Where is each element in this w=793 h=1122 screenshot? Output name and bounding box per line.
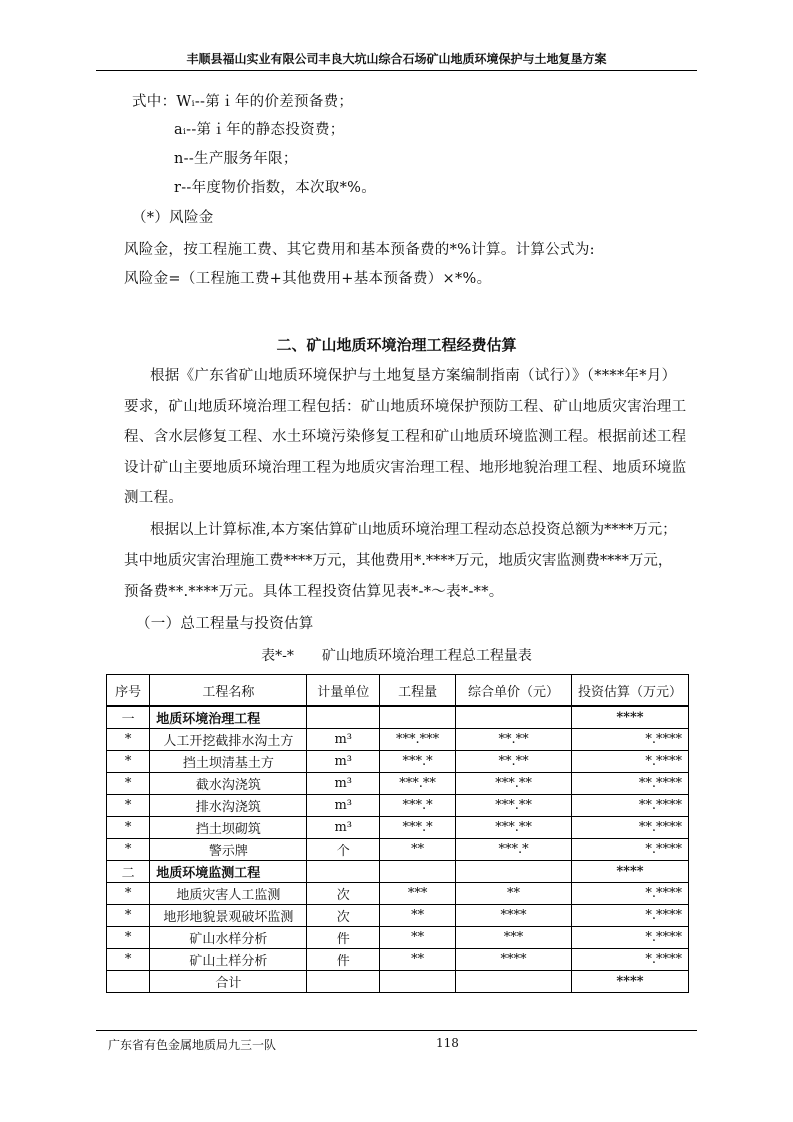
- cell-quantity: ***.*: [380, 751, 456, 773]
- table-caption: 表*-* 矿山地质环境治理工程总工程量表: [261, 648, 532, 664]
- cell-quantity: ***.**: [380, 773, 456, 795]
- risk-line-1: 风险金，按工程施工费、其它费用和基本预备费的*%计算。计算公式为:: [124, 242, 595, 258]
- col-header-unit-price: 综合单价（元）: [456, 675, 572, 707]
- paragraph2-line: 其中地质灾害治理施工费****万元，其他费用*.****万元，地质灾害监测费****万元，: [124, 553, 673, 569]
- cell-investment: ****: [571, 706, 688, 729]
- cell-unit-price: [456, 861, 572, 883]
- cell-investment: **.****: [571, 795, 688, 817]
- cell-unit: [307, 861, 380, 883]
- formula-note-a: aᵢ--第ｉ年的静态投资费；: [174, 122, 345, 138]
- cell-unit-price: **.**: [456, 729, 572, 751]
- cell-quantity: [380, 971, 456, 993]
- cell-unit: m³: [307, 751, 380, 773]
- cell-name: 排水沟浇筑: [150, 795, 307, 817]
- col-header-index: 序号: [107, 675, 150, 707]
- cell-unit: 个: [307, 839, 380, 861]
- cell-unit: [307, 971, 380, 993]
- cell-quantity: ***.***: [380, 729, 456, 751]
- formula-note-n: n--生产服务年限；: [174, 151, 298, 167]
- cell-investment: *.****: [571, 751, 688, 773]
- cell-name: 截水沟浇筑: [150, 773, 307, 795]
- col-header-unit: 计量单位: [307, 675, 380, 707]
- formula-note-r: r--年度物价指数，本次取*%。: [174, 180, 377, 196]
- cell-investment: *.****: [571, 729, 688, 751]
- table-row: [107, 795, 689, 817]
- col-header-investment: 投资估算（万元）: [571, 675, 688, 707]
- cell-unit: 件: [307, 927, 380, 949]
- table-row: [107, 883, 689, 905]
- table-row: [107, 729, 689, 751]
- engineering-quantity-table: [106, 674, 689, 993]
- cell-investment: **.****: [571, 773, 688, 795]
- paragraph1-line: 要求，矿山地质环境治理工程包括：矿山地质环境保护预防工程、矿山地质灾害治理工: [124, 399, 687, 415]
- cell-unit-price: [456, 706, 572, 729]
- table-header-row: [107, 675, 689, 707]
- paragraph1-line: 根据《广东省矿山地质环境保护与土地复垦方案编制指南（试行）》（****年*月）: [150, 368, 677, 384]
- cell-index: *: [107, 795, 150, 817]
- cell-index: *: [107, 949, 150, 971]
- cell-unit: m³: [307, 795, 380, 817]
- cell-quantity: ***.*: [380, 817, 456, 839]
- table-row: [107, 817, 689, 839]
- cell-quantity: **: [380, 905, 456, 927]
- cell-unit: 次: [307, 883, 380, 905]
- paragraph2-line: 预备费**.****万元。具体工程投资估算见表*-*～表*-**。: [124, 584, 504, 600]
- cell-investment: *.****: [571, 839, 688, 861]
- cell-index: *: [107, 927, 150, 949]
- cell-quantity: **: [380, 839, 456, 861]
- table-row: [107, 706, 689, 729]
- cell-index: *: [107, 773, 150, 795]
- cell-unit-price: ****: [456, 905, 572, 927]
- header-rule: [96, 70, 697, 71]
- table-row: [107, 839, 689, 861]
- cell-unit-price: ***: [456, 927, 572, 949]
- cell-index: *: [107, 839, 150, 861]
- cell-index: *: [107, 883, 150, 905]
- cell-index: [107, 971, 150, 993]
- paragraph2-line: 根据以上计算标准,本方案估算矿山地质环境治理工程动态总投资总额为****万元；: [150, 522, 677, 538]
- cell-index: *: [107, 729, 150, 751]
- cell-name: 矿山水样分析: [150, 927, 307, 949]
- col-header-name: 工程名称: [150, 675, 307, 707]
- cell-quantity: ***: [380, 883, 456, 905]
- cell-name: 合计: [150, 971, 307, 993]
- table-row: [107, 861, 689, 883]
- cell-unit: [307, 706, 380, 729]
- cell-quantity: ***.*: [380, 795, 456, 817]
- table-row: [107, 927, 689, 949]
- document-header: 丰顺县福山实业有限公司丰良大坑山综合石场矿山地质环境保护与土地复垦方案: [186, 52, 607, 66]
- cell-unit-price: ***.**: [456, 773, 572, 795]
- cell-unit-price: ****: [456, 949, 572, 971]
- cell-quantity: [380, 706, 456, 729]
- cell-index: *: [107, 751, 150, 773]
- cell-unit: m³: [307, 729, 380, 751]
- cell-name: 挡土坝砌筑: [150, 817, 307, 839]
- table-row: [107, 905, 689, 927]
- cell-investment: *.****: [571, 927, 688, 949]
- cell-unit: m³: [307, 817, 380, 839]
- cell-quantity: [380, 861, 456, 883]
- cell-quantity: **: [380, 949, 456, 971]
- cell-investment: ****: [571, 971, 688, 993]
- cell-name: 地质灾害人工监测: [150, 883, 307, 905]
- footer-organization: 广东省有色金属地质局九三一队: [108, 1038, 277, 1052]
- cell-name: 地质环境监测工程: [150, 861, 307, 883]
- cell-unit: 次: [307, 905, 380, 927]
- cell-unit-price: [456, 971, 572, 993]
- footer-rule: [96, 1030, 697, 1031]
- table-row: [107, 751, 689, 773]
- table-total-row: [107, 971, 689, 993]
- cell-investment: ****: [571, 861, 688, 883]
- cell-investment: *.****: [571, 905, 688, 927]
- risk-line-2: 风险金=（工程施工费+其他费用+基本预备费）×*%。: [124, 271, 492, 287]
- section-heading: 二、矿山地质环境治理工程经费估算: [276, 336, 517, 354]
- table-row: [107, 773, 689, 795]
- subsection-title: （一）总工程量与投资估算: [136, 616, 314, 632]
- cell-investment: *.****: [571, 949, 688, 971]
- cell-name: 矿山土样分析: [150, 949, 307, 971]
- cell-name: 人工开挖截排水沟土方: [150, 729, 307, 751]
- formula-note-w: 式中：Wᵢ--第ｉ年的价差预备费；: [132, 94, 354, 110]
- cell-index: *: [107, 905, 150, 927]
- cell-name: 地质环境治理工程: [150, 706, 307, 729]
- cell-unit-price: ***.**: [456, 795, 572, 817]
- paragraph1-line: 测工程。: [124, 490, 184, 506]
- cell-investment: **.****: [571, 817, 688, 839]
- col-header-quantity: 工程量: [380, 675, 456, 707]
- cell-index: 二: [107, 861, 150, 883]
- cell-unit-price: ***.**: [456, 817, 572, 839]
- cell-index: *: [107, 817, 150, 839]
- paragraph1-line: 设计矿山主要地质环境治理工程为地质灾害治理工程、地形地貌治理工程、地质环境监: [124, 460, 687, 476]
- cell-unit: 件: [307, 949, 380, 971]
- cell-investment: *.****: [571, 883, 688, 905]
- cell-quantity: **: [380, 927, 456, 949]
- cell-unit-price: **: [456, 883, 572, 905]
- table-row: [107, 949, 689, 971]
- risk-title: （*）风险金: [132, 210, 214, 226]
- cell-name: 警示牌: [150, 839, 307, 861]
- cell-unit-price: **.**: [456, 751, 572, 773]
- page-number: 118: [436, 1036, 459, 1050]
- cell-unit: m³: [307, 773, 380, 795]
- cell-index: 一: [107, 706, 150, 729]
- paragraph1-line: 程、含水层修复工程、水土环境污染修复工程和矿山地质环境监测工程。根据前述工程: [124, 429, 687, 445]
- cell-unit-price: ***.*: [456, 839, 572, 861]
- cell-name: 地形地貌景观破坏监测: [150, 905, 307, 927]
- cell-name: 挡土坝清基土方: [150, 751, 307, 773]
